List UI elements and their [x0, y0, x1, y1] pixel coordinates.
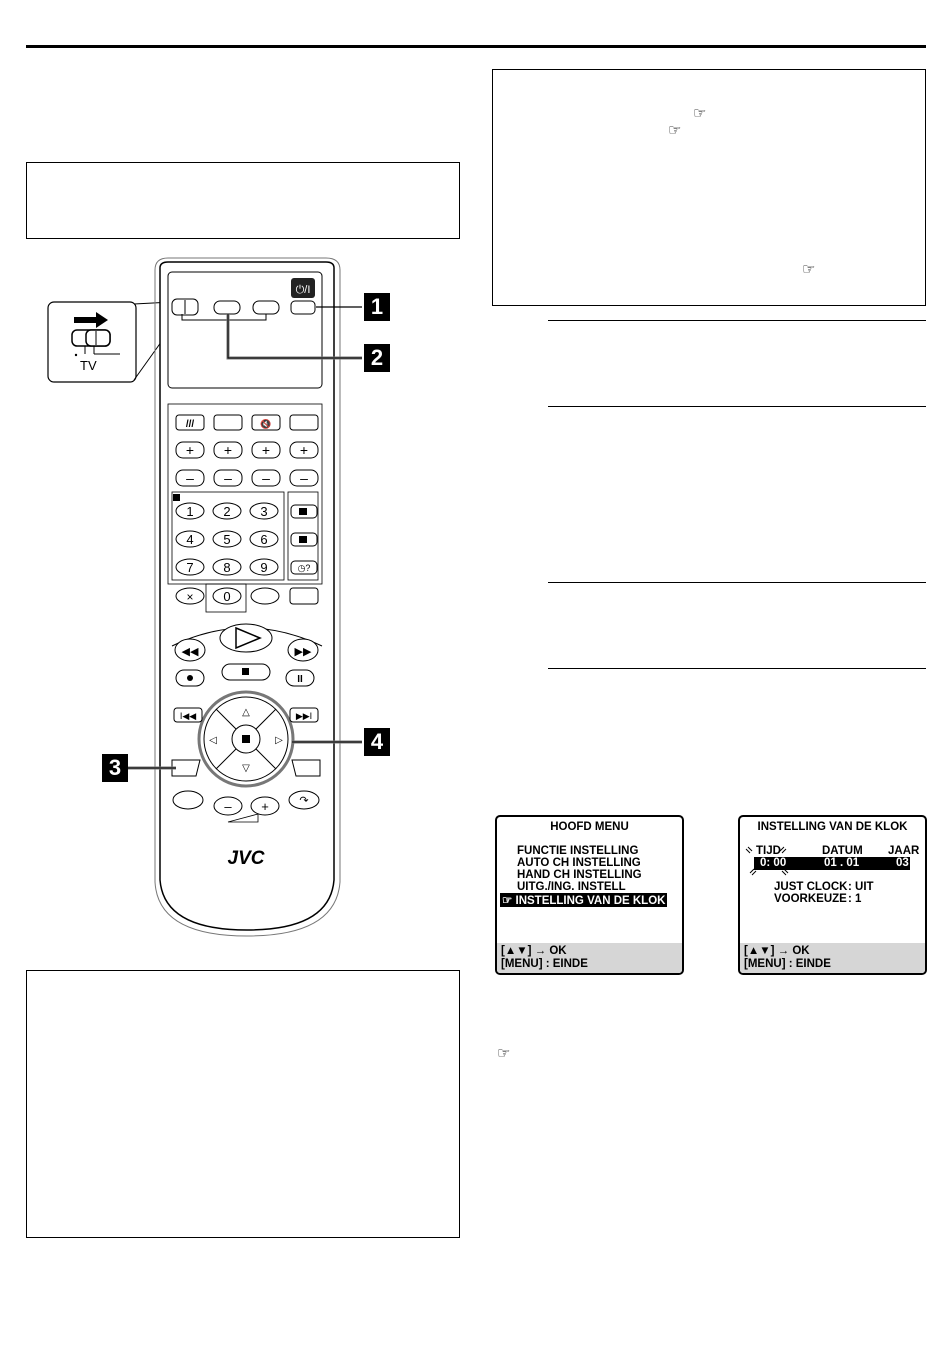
svg-text:6: 6 [260, 532, 268, 547]
svg-text:▷: ▷ [275, 735, 283, 746]
svg-text:◀◀: ◀◀ [181, 646, 199, 658]
osd-clock-title: INSTELLING VAN DE KLOK [757, 821, 908, 833]
ref-icon: ☞ [693, 105, 707, 122]
svg-text:◁: ◁ [209, 735, 217, 746]
callout-3: 3 [102, 754, 128, 782]
standby-button[interactable] [291, 301, 315, 314]
svg-text:+: + [261, 442, 271, 458]
svg-text:+: + [223, 442, 233, 458]
osd-main-hint-exit: [MENU] : EINDE [501, 958, 588, 970]
osd-clock-hint-nav: [▲▼] → OK [744, 945, 810, 957]
number-pad[interactable] [176, 503, 278, 575]
svg-text:–: – [262, 470, 270, 486]
svg-text:+: + [299, 442, 309, 458]
preset-label: VOORKEUZE [774, 893, 847, 905]
svg-text:0: 0 [223, 589, 231, 604]
svg-text:▶▶I: ▶▶I [295, 711, 313, 721]
col-year-label: JAAR [888, 845, 920, 857]
callout-4: 4 [364, 728, 390, 756]
menu-item-clock-selected[interactable] [500, 893, 667, 907]
osd-clock-setting [738, 815, 927, 975]
ref-icon: ☞ [497, 1045, 511, 1062]
svg-text:–: – [186, 470, 194, 486]
svg-text:–: – [300, 470, 308, 486]
time-value[interactable]: 0: 00 [760, 857, 787, 869]
svg-text:5: 5 [223, 532, 231, 547]
osd-main-footer [497, 943, 682, 973]
just-clock-label: JUST CLOCK [774, 881, 848, 893]
svg-text:9: 9 [260, 560, 268, 575]
menu-item-manual-ch[interactable]: HAND CH INSTELLING [517, 869, 642, 881]
svg-text:–: – [224, 470, 232, 486]
svg-text:8: 8 [223, 560, 231, 575]
osd-clock-footer [740, 943, 925, 973]
svg-text:◷?: ◷? [297, 563, 311, 573]
svg-text:–: – [224, 799, 232, 814]
svg-text:4: 4 [186, 532, 194, 547]
osd-main-title: HOOFD MENU [550, 821, 629, 833]
svg-text:↷: ↷ [299, 795, 309, 807]
svg-text:+: + [261, 799, 269, 814]
callout-2: 2 [364, 344, 390, 372]
year-value[interactable]: 03 [896, 857, 909, 869]
svg-text:▶▶: ▶▶ [294, 646, 312, 658]
just-clock-value[interactable]: : UIT [848, 881, 874, 893]
svg-text:▽: ▽ [242, 763, 250, 774]
ref-icon: ☞ [802, 261, 816, 278]
blink-marks-icon [740, 817, 925, 887]
svg-text:///: /// [185, 419, 195, 430]
svg-text:×: × [186, 590, 194, 604]
menu-item-clock-label: INSTELLING VAN DE KLOK [515, 895, 666, 907]
tv-label: TV [80, 358, 97, 373]
source-button[interactable] [214, 301, 240, 314]
preset-value[interactable]: : 1 [848, 893, 862, 905]
osd-main-hint-nav: [▲▼] → OK [501, 945, 567, 957]
menu-button[interactable] [172, 760, 200, 776]
col-time-label: TIJD [756, 845, 781, 857]
svg-text:7: 7 [186, 560, 194, 575]
svg-text:1: 1 [186, 504, 194, 519]
svg-text:🔇: 🔇 [260, 419, 272, 429]
menu-item-io-settings[interactable]: UITG./ING. INSTELL [517, 881, 626, 893]
svg-text:2: 2 [223, 504, 231, 519]
pointer-icon: ☞ [502, 895, 513, 907]
svg-text:△: △ [242, 707, 250, 718]
osd-main-menu [495, 815, 684, 975]
svg-text:I◀◀: I◀◀ [179, 711, 197, 721]
svg-text:3: 3 [260, 504, 268, 519]
menu-item-auto-ch[interactable]: AUTO CH INSTELLING [517, 857, 641, 869]
menu-item-function[interactable]: FUNCTIE INSTELLING [517, 845, 639, 857]
svg-text:II: II [297, 674, 303, 685]
power-icon: ⏻/I [295, 284, 311, 296]
date-value[interactable]: 01 . 01 [824, 857, 860, 869]
mode-button[interactable] [253, 301, 279, 314]
col-date-label: DATUM [822, 845, 863, 857]
ref-icon: ☞ [668, 122, 682, 139]
callout-1: 1 [364, 293, 390, 321]
svg-text:+: + [185, 442, 195, 458]
osd-clock-hint-exit: [MENU] : EINDE [744, 958, 831, 970]
brand-logo: JVC [227, 848, 265, 869]
